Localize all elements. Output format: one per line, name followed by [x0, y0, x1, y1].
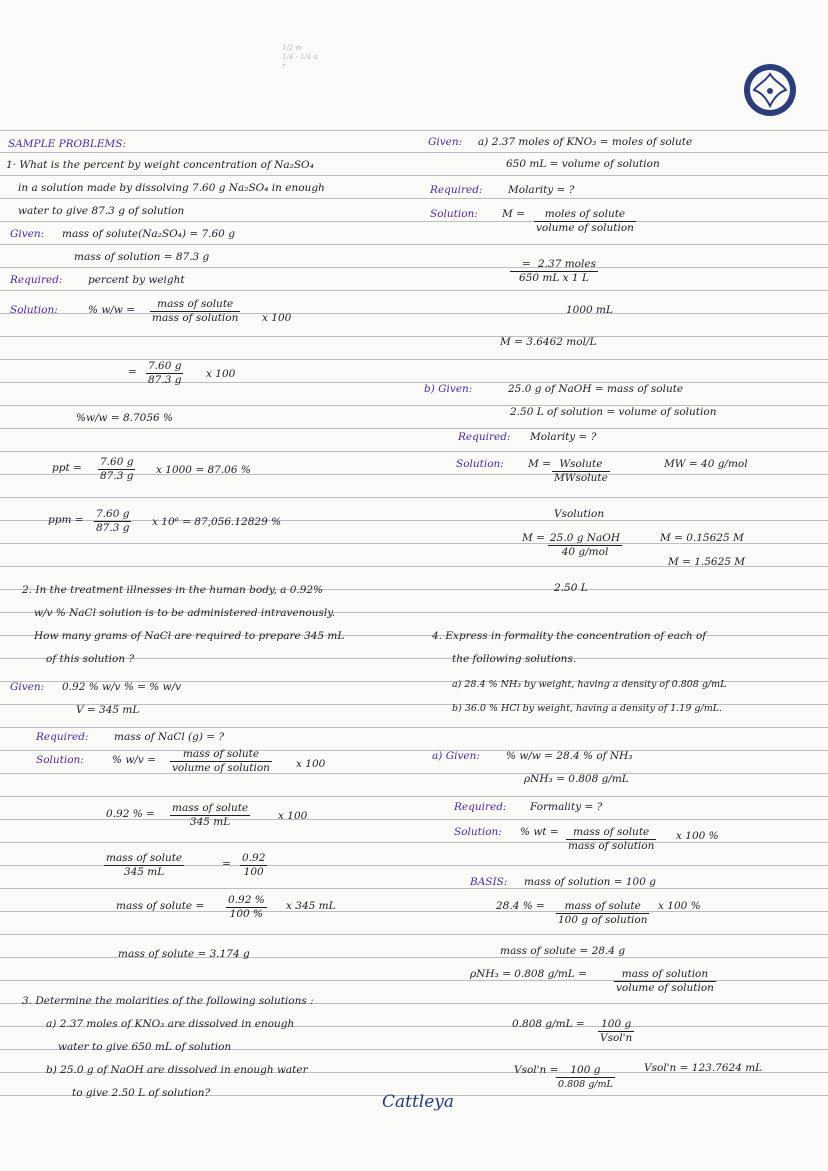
given-label: a) Given:: [432, 750, 480, 762]
fraction: $\frac{7.60 g}{87.3 g}$: [96, 508, 130, 534]
signature: Cattleya: [382, 1092, 455, 1112]
problem-2-text: 2. In the treatment illnesses in the human body, a 0.92%: [22, 584, 324, 596]
formula-lhs: 0.92 % =: [106, 808, 155, 820]
given-value: 2.50 L of solution = volume of solution: [510, 406, 717, 418]
fraction: $\frac{7.60 g}{87.3 g}$: [100, 456, 134, 482]
answer: Vsol'n = 123.7624 mL: [644, 1062, 763, 1074]
ppt-lhs: ppt =: [52, 462, 82, 474]
formula-lhs: 0.808 g/mL =: [512, 1018, 585, 1030]
required-value: percent by weight: [88, 274, 185, 286]
problem-1-text: in a solution made by dissolving 7.60 g Na₂SO₄ in enough: [18, 182, 325, 194]
given-value: mass of solute(Na₂SO₄) = 7.60 g: [62, 228, 235, 240]
ppm-lhs: ppm =: [48, 514, 84, 526]
formula-lhs: % w/w =: [88, 304, 135, 316]
fraction: $\frac{100 g}{0.808 g/mL}$: [558, 1064, 613, 1090]
problem-2-text: of this solution ?: [46, 653, 135, 665]
given-value: a) 2.37 moles of KNO₃ = moles of solute: [478, 136, 693, 148]
problem-3-text: 3. Determine the molarities of the following solutions :: [22, 995, 314, 1007]
multiplier: x 100 %: [658, 900, 701, 912]
sub-denominator: 1000 mL: [566, 304, 613, 316]
molar-mass: MW = 40 g/mol: [664, 458, 748, 470]
fraction: mass of solute 345 mL: [172, 802, 249, 828]
fraction: moles of solute volume of solution: [536, 208, 634, 234]
problem-3-text: water to give 650 mL of solution: [58, 1041, 232, 1053]
formula-lhs: 28.4 % =: [496, 900, 545, 912]
solution-label: Solution:: [36, 754, 84, 766]
required-label: Required:: [36, 731, 89, 743]
fraction: 25.0 g NaOH 40 g/mol: [550, 532, 620, 558]
fraction: mass of solute mass of solution: [152, 298, 239, 324]
formula-lhs: mass of solute =: [116, 900, 205, 912]
formula-lhs: M =: [502, 208, 525, 220]
required-value: Molarity = ?: [530, 431, 597, 443]
equals-sign: =: [522, 258, 531, 270]
required-label: Required:: [430, 184, 483, 196]
ppt-rhs: x 1000 = 87.06 %: [156, 464, 251, 476]
orchid-seal-logo: [742, 62, 798, 118]
answer: M = 0.15625 M: [660, 532, 744, 544]
multiplier: x 100: [296, 758, 326, 770]
basis-value: mass of solution = 100 g: [524, 876, 656, 888]
problem-4-text: b) 36.0 % HCl by weight, having a density of 1.19 g/mL.: [452, 703, 723, 714]
fraction: mass of solute volume of solution: [172, 748, 270, 774]
problem-1-text: 1· What is the percent by weight concentration of Na₂SO₄: [6, 159, 314, 171]
required-label: Required:: [454, 801, 507, 813]
sub-denominator: Vsolution: [554, 508, 605, 520]
fraction: $\frac{7.60 g}{87.3 g}$: [148, 360, 182, 386]
fraction: Wsolute MWsolute: [554, 458, 608, 484]
given-label: Given:: [10, 228, 45, 240]
given-label: Given:: [10, 681, 45, 693]
fraction: $\frac{0.92}{100}$: [242, 852, 266, 878]
given-value: 25.0 g of NaOH = mass of solute: [508, 383, 684, 395]
required-value: mass of NaCl (g) = ?: [114, 731, 225, 743]
fraction: 100 g Vsol'n: [600, 1018, 633, 1044]
multiplier: x 100: [206, 368, 236, 380]
formula-lhs: % wt =: [520, 826, 559, 838]
equals-sign: =: [222, 858, 231, 870]
required-label: Required:: [458, 431, 511, 443]
solution-label: Solution:: [10, 304, 58, 316]
answer: mass of solute = 3.174 g: [118, 948, 250, 960]
answer: %w/w = 8.7056 %: [76, 412, 174, 424]
basis-label: BASIS:: [470, 876, 508, 888]
formula-lhs: ρNH₃ = 0.808 g/mL =: [470, 968, 587, 980]
given-value: 650 mL = volume of solution: [506, 158, 660, 170]
formula-lhs: % w/v =: [112, 754, 156, 766]
required-value: Molarity = ?: [508, 184, 575, 196]
solution-label: Solution:: [454, 826, 502, 838]
given-label: b) Given:: [424, 383, 473, 395]
problem-1-text: water to give 87.3 g of solution: [18, 205, 185, 217]
multiplier: x 100: [262, 312, 292, 324]
problem-4-text: 4. Express in formality the concentration of each of: [432, 630, 707, 642]
required-label: Required:: [10, 274, 63, 286]
fraction: $\frac{0.92 \%}{100 \%}$: [228, 894, 265, 920]
formula-lhs: M =: [522, 532, 545, 544]
formula-lhs: M =: [528, 458, 551, 470]
formula-lhs: Vsol'n =: [514, 1064, 559, 1076]
answer: M = 1.5625 M: [668, 556, 746, 568]
given-value: ρNH₃ = 0.808 g/mL: [524, 773, 629, 785]
answer: M = 3.6462 mol/L: [500, 336, 597, 348]
given-value: mass of solution = 87.3 g: [74, 251, 210, 263]
given-value: V = 345 mL: [76, 704, 140, 716]
required-value: Formality = ?: [530, 801, 603, 813]
faint-marks: 1/2 m 1/4 · 1/4 a r: [282, 44, 318, 70]
section-title: SAMPLE PROBLEMS:: [8, 138, 126, 150]
fraction: 2.37 moles 650 mL x 1 L: [510, 258, 598, 285]
problem-4-text: a) 28.4 % NH₃ by weight, having a density of 0.808 g/mL: [452, 679, 727, 690]
multiplier: x 100: [278, 810, 308, 822]
ppm-rhs: x 10⁶ = 87,056.12829 %: [152, 516, 282, 528]
solution-label: Solution:: [456, 458, 504, 470]
fraction: mass of solute mass of solution: [568, 826, 655, 852]
result: mass of solute = 28.4 g: [500, 945, 626, 957]
given-label: Given:: [428, 136, 463, 148]
fraction: mass of solute 100 g of solution: [558, 900, 648, 926]
problem-3-text: a) 2.37 moles of KNO₃ are dissolved in enough: [46, 1018, 295, 1030]
problem-2-text: How many grams of NaCl are required to prepare 345 mL: [34, 630, 345, 642]
problem-4-text: the following solutions.: [452, 653, 577, 665]
given-value: 0.92 % w/v % = % w/v: [62, 681, 182, 693]
problem-3-text: to give 2.50 L of solution?: [72, 1087, 211, 1099]
multiplier: x 345 mL: [286, 900, 336, 912]
sub-denominator: 2.50 L: [554, 582, 588, 594]
equals-sign: =: [128, 366, 137, 378]
fraction: mass of solution volume of solution: [616, 968, 714, 994]
problem-3-text: b) 25.0 g of NaOH are dissolved in enough water: [46, 1064, 308, 1076]
problem-2-text: w/v % NaCl solution is to be administered intravenously.: [34, 607, 336, 619]
multiplier: x 100 %: [676, 830, 719, 842]
given-value: % w/w = 28.4 % of NH₃: [506, 750, 633, 762]
solution-label: Solution:: [430, 208, 478, 220]
fraction: mass of solute 345 mL: [106, 852, 183, 878]
